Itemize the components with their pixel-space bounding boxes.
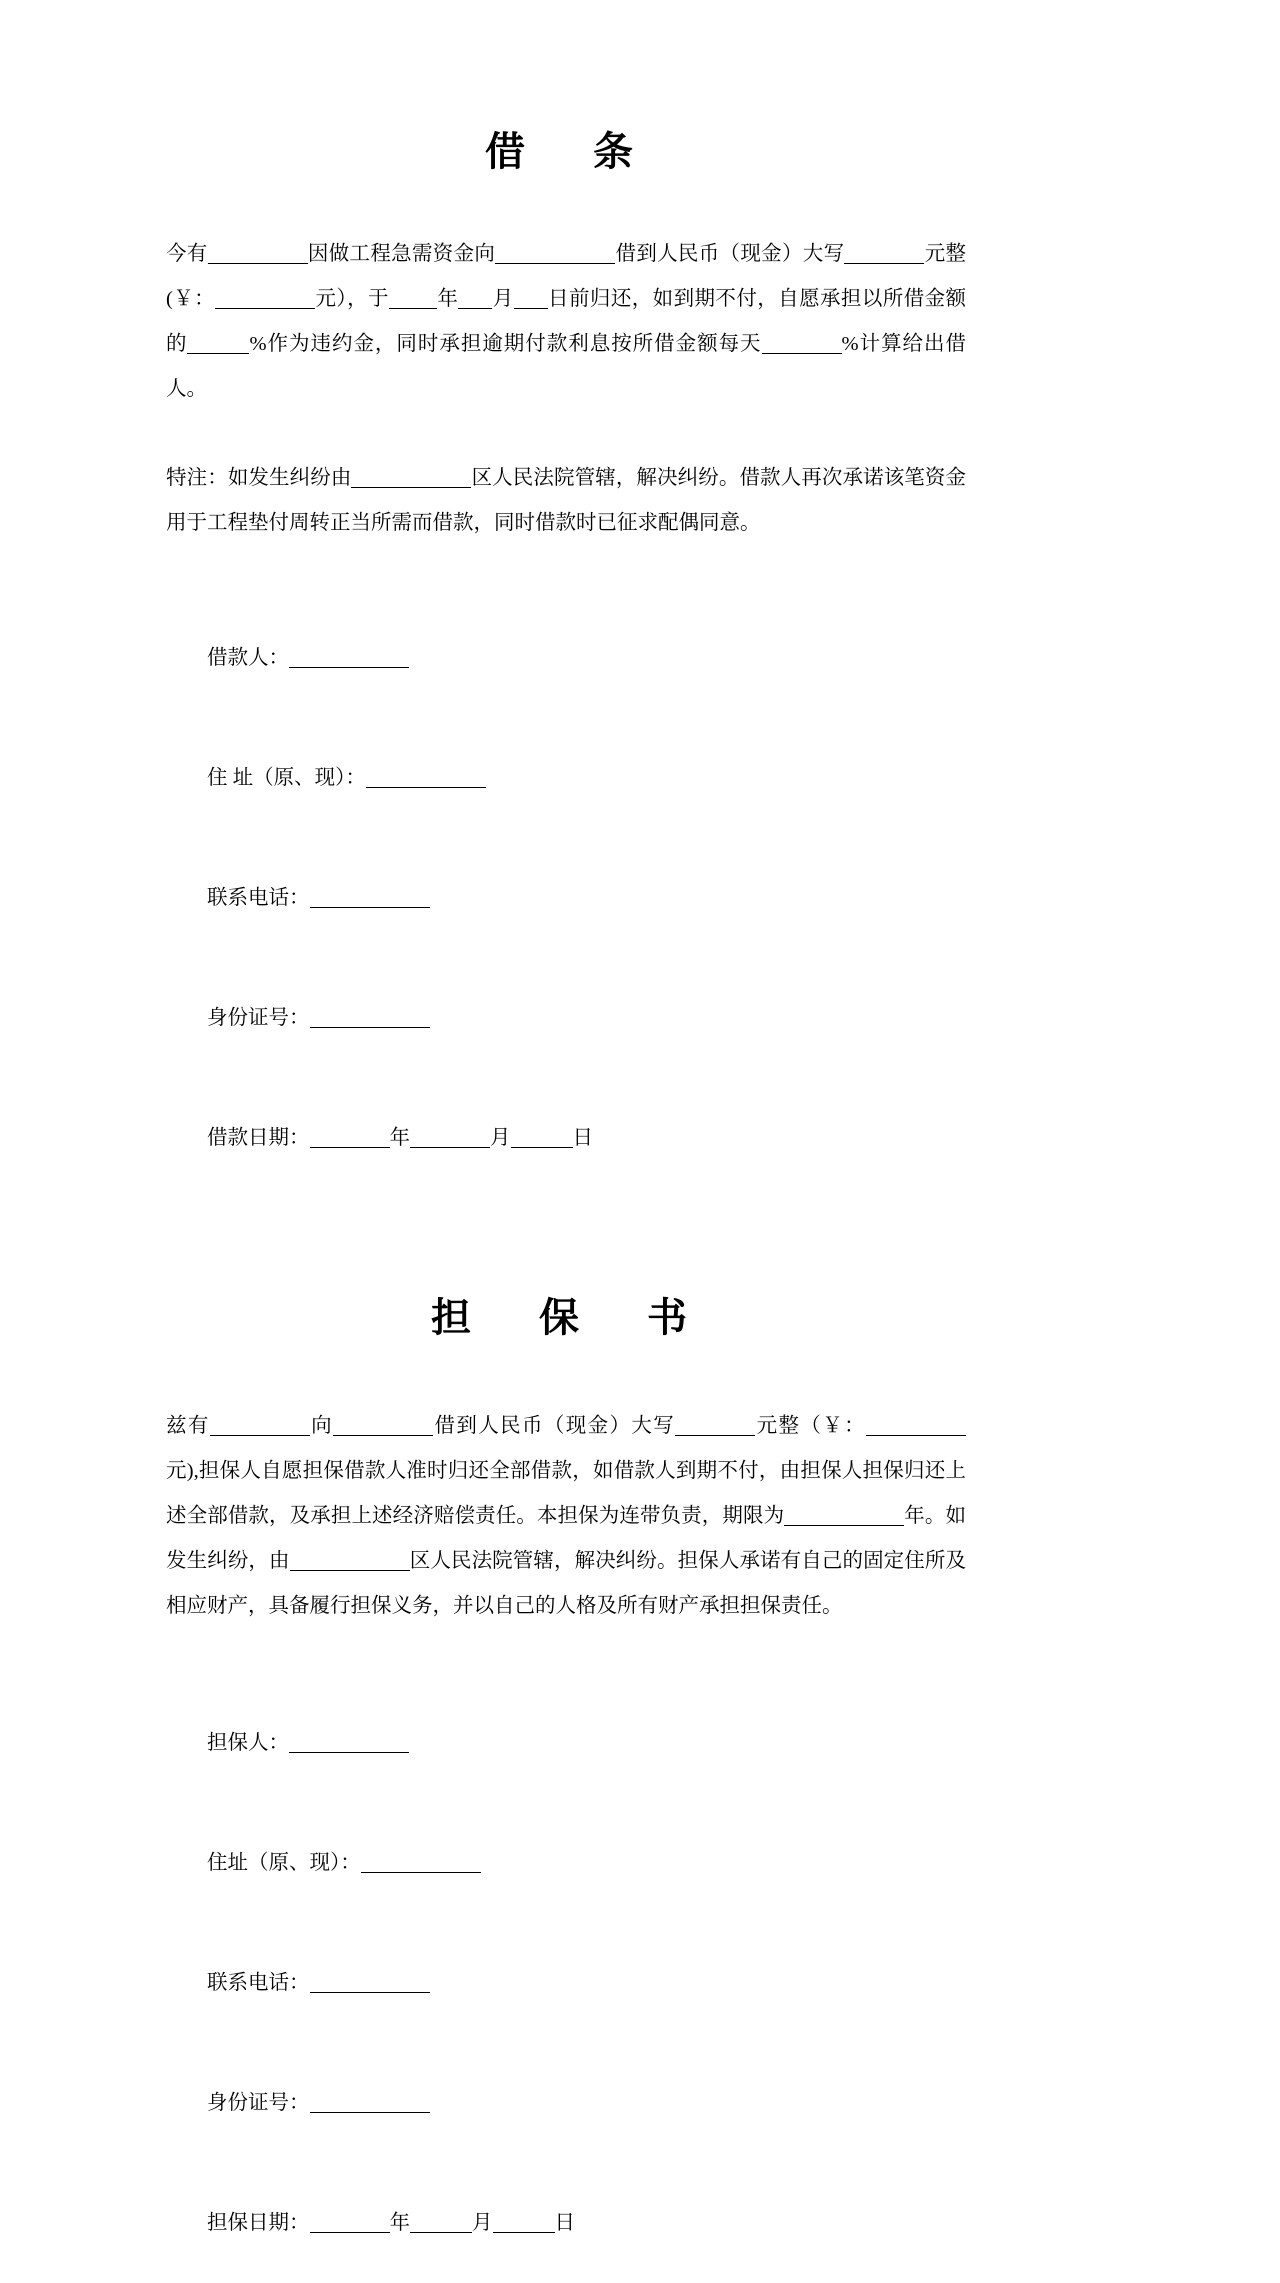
clause-text-run: 特注：如发生纠纷由 [166, 467, 352, 489]
clause-text-run: 元),担保人自愿担保借款人准时归还全部借款，如借款人到期不付，由担保人担保归还上述全部借款，及承担上述经济赔偿责任。本担保为连带负责，期限为 [166, 1460, 966, 1527]
danbao-main-clause [166, 1404, 966, 1629]
amount-in-words-blank[interactable] [675, 1414, 755, 1436]
repay-day-blank[interactable] [514, 287, 548, 309]
clause-text-run: 日前归还，如到期不付，自愿承担以所借金额的 [166, 288, 967, 355]
guarantor-id-label: 身份证号： [207, 2092, 310, 2114]
borrower-signature-block [166, 598, 966, 1198]
repay-year-blank[interactable] [389, 287, 437, 309]
jurisdiction-district-blank[interactable] [290, 1549, 410, 1571]
guarantor-phone-label: 联系电话： [207, 1972, 310, 1994]
guarantor-phone-line [166, 1923, 966, 2043]
guarantor-date-month-blank[interactable] [410, 2211, 472, 2233]
penalty-rate-blank[interactable] [187, 332, 249, 354]
clause-text-run: 区人民法院管辖，解决纠纷。借款人再次承诺该笔资金用于工程垫付周转正当所需而借款，同时借款时已征求配偶同意。 [166, 467, 967, 534]
amount-in-words-blank[interactable] [844, 242, 924, 264]
guarantor-name-label: 担保人： [207, 1732, 289, 1754]
clause-text-run: 元整（￥： [755, 1415, 867, 1437]
borrower-address-line [166, 718, 966, 838]
borrower-name-line [166, 598, 966, 718]
guarantor-date-month-suffix: 月 [472, 2212, 493, 2234]
guarantee-term-years-blank[interactable] [784, 1504, 904, 1526]
clause-text-run: 月 [492, 288, 514, 310]
danbao-title-wrapper [166, 1294, 966, 1342]
guarantor-name-blank[interactable] [289, 1731, 409, 1753]
amount-in-figures-blank[interactable] [866, 1414, 966, 1436]
daily-interest-rate-blank[interactable] [762, 332, 842, 354]
guarantor-name-line [166, 1683, 966, 1803]
guarantor-name-blank[interactable] [210, 1414, 310, 1436]
clause-text-run: 因做工程急需资金向 [307, 243, 496, 265]
clause-text-run: 兹有 [166, 1415, 210, 1437]
borrower-phone-line [166, 838, 966, 958]
guarantor-date-day-blank[interactable] [493, 2211, 555, 2233]
amount-in-figures-blank[interactable] [215, 287, 315, 309]
clause-text-run: 向 [309, 1415, 334, 1437]
clause-text-run: 年 [436, 288, 459, 310]
lender-name-blank[interactable] [495, 242, 615, 264]
guarantor-address-blank[interactable] [361, 1851, 481, 1873]
clause-text-run: %计算给出借人。 [166, 333, 967, 400]
guarantor-signature-block [166, 1683, 966, 2283]
guarantor-date-label: 担保日期： [207, 2212, 310, 2234]
clause-text-run: 区人民法院管辖，解决纠纷。担保人承诺有自己的固定住所及相应财产，具备履行担保义务，并以自己的人格及所有财产承担担保责任。 [166, 1550, 967, 1617]
borrower-id-label: 身份证号： [207, 1007, 310, 1029]
clause-text-run: 年。如发生纠纷，由 [166, 1505, 967, 1572]
borrower-address-blank[interactable] [366, 766, 486, 788]
borrower-name-blank[interactable] [289, 646, 409, 668]
lender-name-blank[interactable] [333, 1414, 433, 1436]
guarantor-date-year-blank[interactable] [310, 2211, 390, 2233]
jurisdiction-district-blank[interactable] [351, 466, 471, 488]
guarantor-id-line [166, 2043, 966, 2163]
borrower-date-day-blank[interactable] [511, 1126, 573, 1148]
borrower-address-label: 住 址（原、现）： [207, 767, 366, 789]
clause-text-run: 借到人民币（现金）大写 [433, 1415, 676, 1437]
danbao-title: 担 保 书 [431, 1295, 701, 1340]
borrower-phone-blank[interactable] [310, 886, 430, 908]
guarantor-address-line [166, 1803, 966, 1923]
clause-text-run: 元），于 [315, 288, 389, 310]
document-body [166, 0, 966, 2283]
borrower-date-year-blank[interactable] [310, 1126, 390, 1148]
jietiao-special-note [166, 456, 966, 546]
guarantor-address-label: 住址（原、现）： [207, 1852, 361, 1874]
guarantor-phone-blank[interactable] [310, 1971, 430, 1993]
borrower-date-day-suffix: 日 [572, 1127, 593, 1149]
clause-text-run: %作为违约金，同时承担逾期付款利息按所借金额每天 [249, 333, 762, 355]
clause-text-run: 借到人民币（现金）大写 [615, 243, 845, 265]
borrower-id-line [166, 958, 966, 1078]
borrower-date-year-suffix: 年 [389, 1127, 410, 1149]
repay-month-blank[interactable] [458, 287, 492, 309]
borrower-date-month-suffix: 月 [490, 1127, 511, 1149]
guarantor-id-blank[interactable] [310, 2091, 430, 2113]
jietiao-title-wrapper [166, 128, 966, 176]
borrower-phone-label: 联系电话： [207, 887, 310, 909]
borrower-date-month-blank[interactable] [410, 1126, 490, 1148]
jietiao-title: 借 条 [485, 129, 647, 174]
guarantor-date-year-suffix: 年 [389, 2212, 410, 2234]
guarantor-date-day-suffix: 日 [554, 2212, 575, 2234]
borrower-date-line [166, 1078, 966, 1198]
jietiao-main-clause [166, 232, 966, 412]
clause-text-run: 今有 [166, 243, 208, 265]
borrower-date-label: 借款日期： [207, 1127, 310, 1149]
borrower-name-blank[interactable] [208, 242, 308, 264]
borrower-id-blank[interactable] [310, 1006, 430, 1028]
borrower-name-label: 借款人： [207, 647, 289, 669]
clause-text-run: 元整(￥： [166, 243, 967, 310]
guarantor-date-line [166, 2163, 966, 2283]
